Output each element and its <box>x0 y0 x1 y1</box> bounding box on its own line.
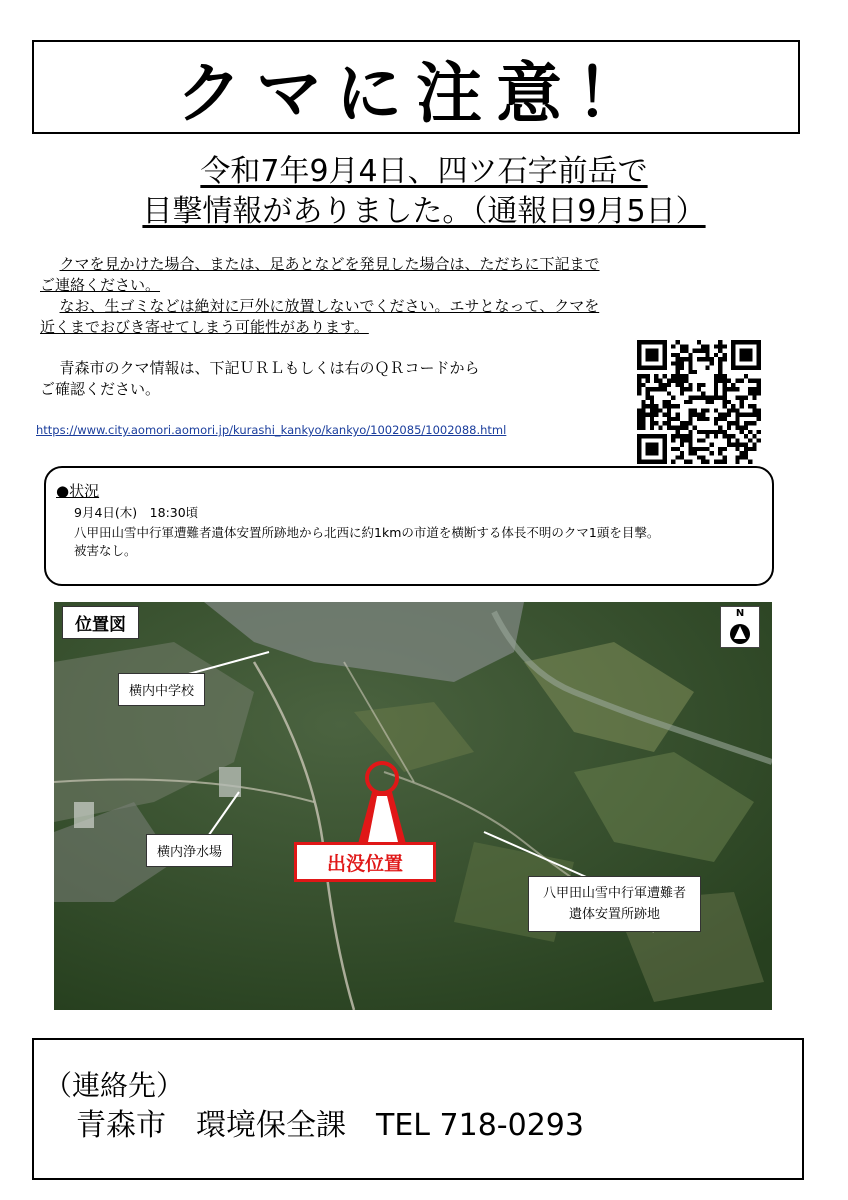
info-line1: 青森市のクマ情報は、下記ＵＲＬもしくは右のＱＲコードから <box>59 359 480 377</box>
label-memorial <box>528 876 701 932</box>
info-url-link[interactable]: https://www.city.aomori.aomori.jp/kurashi_kankyo/kankyo/1002085/1002088.html <box>36 423 507 437</box>
north-arrow-icon <box>721 607 761 649</box>
headline <box>40 152 808 232</box>
status-heading: ●状況 <box>56 482 100 500</box>
notice-p2-line1: なお、生ゴミなどは絶対に戸外に放置しないでください。エサとなって、クマを <box>59 297 600 315</box>
label-incident: 出没位置 <box>294 842 436 882</box>
contact-line: 青森市 環境保全課 TEL 718-0293 <box>76 1108 584 1143</box>
status-datetime: 9月4日(木) 18:30頃 <box>74 505 199 520</box>
status-damage: 被害なし。 <box>74 543 137 558</box>
contact-box <box>32 1038 804 1180</box>
label-memorial-line2: 遺体安置所跡地 <box>569 907 661 922</box>
status-box <box>44 466 774 586</box>
title-box <box>32 40 800 134</box>
notice-paragraph <box>40 254 770 338</box>
label-memorial-line1: 八甲田山雪中行軍遭難者 <box>543 886 687 901</box>
compass-letter: N <box>735 608 745 619</box>
notice-p2-line2: 近くまでおびき寄せてしまう可能性があります。 <box>40 318 369 336</box>
qr-code[interactable] <box>636 340 762 464</box>
status-detail: 八甲田山雪中行軍遭難者遺体安置所跡地から北西に約1kmの市道を横断する体長不明のクマ1頭を目撃。 <box>74 525 660 540</box>
notice-p1-line1: クマを見かけた場合、または、足あとなどを発見した場合は、ただちに下記まで <box>59 255 600 273</box>
page-title: クマに注意！ <box>176 54 656 132</box>
info-paragraph <box>40 358 620 400</box>
label-water-plant: 横内浄水場 <box>146 834 233 867</box>
compass <box>720 606 760 648</box>
headline-line2: 目撃情報がありました。（通報日9月5日） <box>142 194 706 229</box>
map-title: 位置図 <box>62 606 139 639</box>
headline-line1: 令和7年9月4日、四ツ石字前岳で <box>200 154 648 189</box>
label-school: 横内中学校 <box>118 673 205 706</box>
contact-heading: （連絡先） <box>44 1069 185 1102</box>
map-satellite-image <box>54 602 772 1010</box>
location-map <box>54 602 772 1010</box>
notice-p1-line2: ご連絡ください。 <box>40 276 161 294</box>
info-line2: ご確認ください。 <box>40 380 161 398</box>
